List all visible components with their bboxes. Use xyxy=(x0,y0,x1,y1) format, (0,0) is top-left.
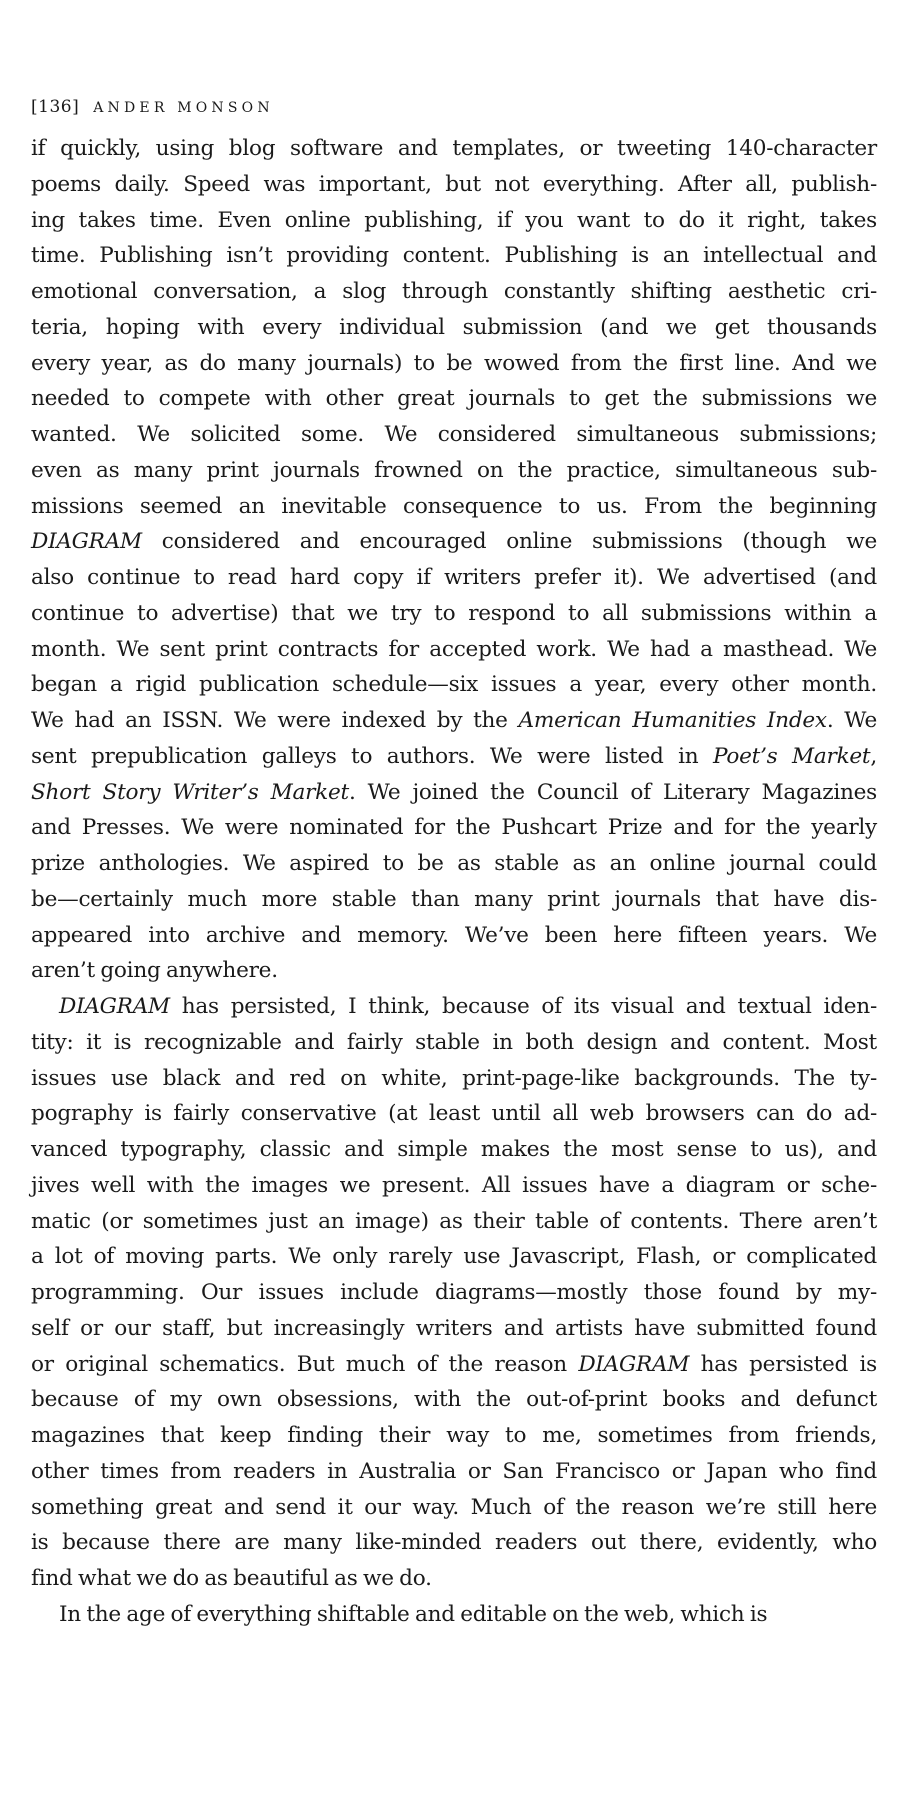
text-run: matic (or sometimes just an image) as their table of contents. There aren’t xyxy=(31,1208,877,1234)
paragraph xyxy=(31,1597,877,1633)
paragraph xyxy=(31,131,877,989)
text-line xyxy=(31,739,877,775)
text-run: aren’t going anywhere. xyxy=(31,958,278,984)
text-run: needed to compete with other great journals to get the submissions we xyxy=(31,386,877,412)
text-line xyxy=(31,703,877,739)
text-line xyxy=(31,1454,877,1490)
italic-title: Poet’s Market xyxy=(712,743,871,769)
text-run: even as many print journals frowned on the practice, simultaneous sub- xyxy=(31,457,877,483)
text-run: emotional conversation, a slog through constantly shifting aesthetic cri- xyxy=(31,279,877,304)
text-line xyxy=(31,1525,877,1561)
text-line xyxy=(31,167,877,203)
text-run: jives well with the images we present. All issues have a diagram or sche- xyxy=(31,1172,877,1198)
text-run: month. We sent print contracts for accepted work. We had a masthead. We xyxy=(31,636,877,662)
running-head xyxy=(31,96,877,118)
book-page xyxy=(31,96,877,1633)
text-run: has persisted is xyxy=(689,1351,877,1377)
text-run: teria, hoping with every individual submission (and we get thousands xyxy=(31,314,877,340)
italic-title: Short Story Writer’s Market xyxy=(31,779,349,805)
text-line xyxy=(31,489,877,525)
text-run: vanced typography, classic and simple makes the most sense to us), and xyxy=(31,1137,877,1162)
text-run: every year, as do many journals) to be wowed from the first line. And we xyxy=(31,350,877,376)
text-run: tity: it is recognizable and fairly stable in both design and content. Most xyxy=(31,1029,877,1055)
text-line xyxy=(31,1382,877,1418)
text-run: other times from readers in Australia or San Francisco or Japan who find xyxy=(31,1458,877,1484)
text-run: issues use black and red on white, print-page-like backgrounds. The ty- xyxy=(31,1065,877,1091)
text-run: In the age of everything shiftable and editable on the web, which is xyxy=(59,1601,768,1627)
text-line xyxy=(31,596,877,632)
text-line xyxy=(31,346,877,382)
text-line xyxy=(31,560,877,596)
text-run: also continue to read hard copy if writers prefer it). We advertised (and xyxy=(31,565,877,590)
text-line xyxy=(31,1061,877,1097)
text-line xyxy=(31,1311,877,1347)
text-line xyxy=(31,524,877,560)
text-line xyxy=(31,274,877,310)
text-line xyxy=(31,381,877,417)
text-run: magazines that keep finding their way to me, sometimes from friends, xyxy=(31,1423,877,1448)
text-line xyxy=(31,846,877,882)
text-line xyxy=(31,667,877,703)
text-run: pography is fairly conservative (at least until all web browsers can do ad- xyxy=(31,1101,877,1127)
text-line xyxy=(31,882,877,918)
text-run: be—certainly much more stable than many print journals that have dis- xyxy=(31,886,877,912)
text-line xyxy=(31,1168,877,1204)
text-run: . We xyxy=(826,708,877,733)
text-line xyxy=(31,1132,877,1168)
running-head-author: ANDER MONSON xyxy=(93,100,274,116)
text-line xyxy=(31,918,877,954)
text-line xyxy=(31,1275,877,1311)
italic-title: American Humanities Index xyxy=(518,708,827,733)
text-run: and Presses. We were nominated for the Pushcart Prize and for the yearly xyxy=(31,815,877,841)
text-line xyxy=(31,810,877,846)
italic-title: DIAGRAM xyxy=(31,529,142,555)
text-run: considered and encouraged online submissions (though we xyxy=(141,529,877,555)
text-run: , xyxy=(870,743,877,769)
text-run: missions seemed an inevitable consequence to us. From the beginning xyxy=(31,493,877,519)
text-run: We had an ISSN. We were indexed by the xyxy=(31,708,519,733)
text-line xyxy=(31,989,877,1025)
text-line xyxy=(31,632,877,668)
text-run: a lot of moving parts. We only rarely use Javascript, Flash, or complicated xyxy=(31,1244,877,1270)
text-run: . We joined the Council of Literary Magazines xyxy=(348,779,877,805)
text-run: sent prepublication galleys to authors. We were listed in xyxy=(31,743,713,769)
text-run: time. Publishing isn’t providing content. Publishing is an intellectual and xyxy=(31,243,877,269)
text-run: poems daily. Speed was important, but not everything. After all, publish- xyxy=(31,171,877,197)
text-line xyxy=(31,310,877,346)
text-line xyxy=(31,131,877,167)
text-line xyxy=(31,1490,877,1526)
text-run: or original schematics. But much of the reason xyxy=(31,1351,579,1377)
text-run: programming. Our issues include diagrams—mostly those found by my- xyxy=(31,1280,877,1305)
text-line xyxy=(31,1239,877,1275)
paragraph xyxy=(31,989,877,1597)
text-line xyxy=(31,238,877,274)
body-text xyxy=(31,131,877,1633)
text-run: self or our staff, but increasingly writers and artists have submitted found xyxy=(31,1315,877,1341)
text-line xyxy=(31,1418,877,1454)
text-run: if quickly, using blog software and templates, or tweeting 140-character xyxy=(31,136,877,161)
text-line xyxy=(31,1204,877,1240)
page-number: [136] xyxy=(31,97,80,117)
text-line xyxy=(31,417,877,453)
text-run: has persisted, I think, because of its visual and textual iden- xyxy=(169,994,877,1019)
text-run: prize anthologies. We aspired to be as stable as an online journal could xyxy=(31,851,877,876)
text-run: is because there are many like-minded readers out there, evidently, who xyxy=(31,1530,877,1556)
text-run: appeared into archive and memory. We’ve been here fifteen years. We xyxy=(31,922,877,948)
text-line xyxy=(31,953,877,989)
text-line xyxy=(31,775,877,811)
text-line xyxy=(31,1025,877,1061)
text-run: began a rigid publication schedule—six issues a year, every other month. xyxy=(31,672,877,698)
text-line xyxy=(31,1597,877,1633)
text-line xyxy=(31,453,877,489)
italic-title: DIAGRAM xyxy=(59,994,170,1019)
text-run: find what we do as beautiful as we do. xyxy=(31,1566,432,1591)
text-line xyxy=(31,203,877,239)
text-run: because of my own obsessions, with the out-of-print books and defunct xyxy=(31,1387,877,1413)
text-run: something great and send it our way. Much of the reason we’re still here xyxy=(31,1494,877,1520)
text-line xyxy=(31,1561,877,1597)
text-run: continue to advertise) that we try to respond to all submissions within a xyxy=(31,600,877,626)
text-run: wanted. We solicited some. We considered simultaneous submissions; xyxy=(31,422,877,447)
text-line xyxy=(31,1096,877,1132)
text-run: ing takes time. Even online publishing, if you want to do it right, takes xyxy=(31,207,877,233)
italic-title: DIAGRAM xyxy=(578,1351,690,1377)
text-line xyxy=(31,1347,877,1383)
